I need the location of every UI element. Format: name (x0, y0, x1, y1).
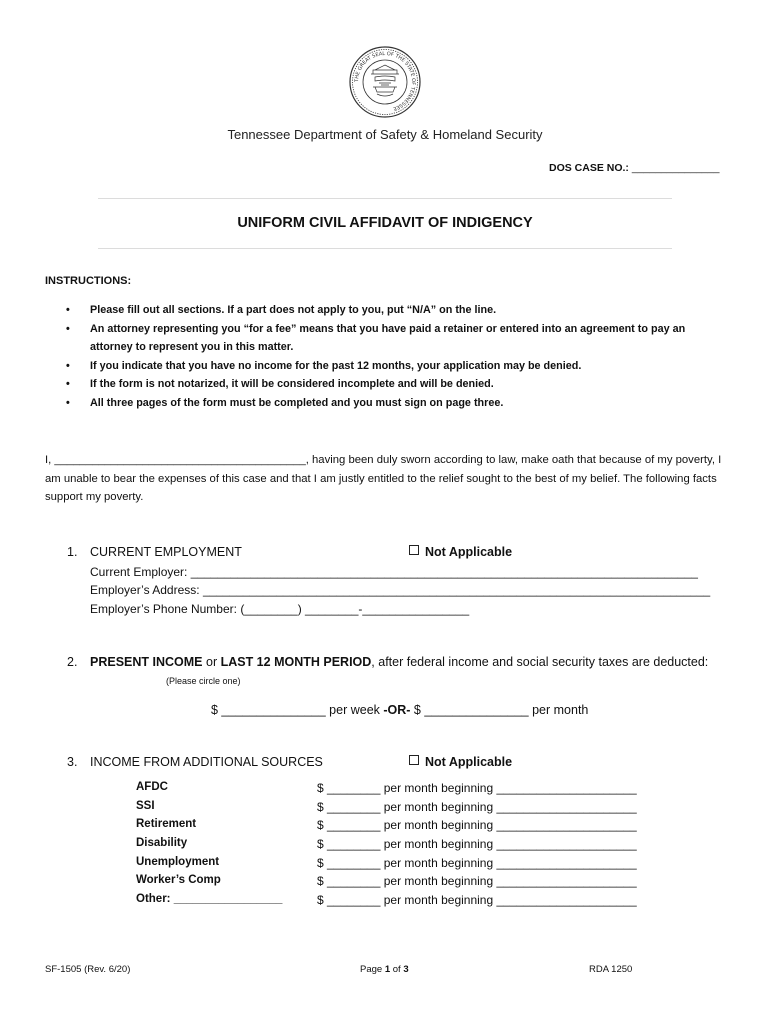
source-amount-line[interactable]: $ ________ per month beginning _____________________ (317, 893, 637, 907)
or-separator: -OR- (383, 703, 411, 717)
not-applicable-label: Not Applicable (425, 545, 513, 559)
source-label: Worker’s Comp (136, 874, 221, 886)
income-amount-line (211, 703, 588, 717)
section-1-title: CURRENT EMPLOYMENT (90, 545, 242, 559)
circle-note: (Please circle one) (166, 676, 241, 686)
instruction-item: • All three pages of the form must be completed and you must sign on page three. (66, 394, 730, 413)
checkbox-icon[interactable] (409, 545, 419, 555)
not-applicable-label: Not Applicable (425, 755, 513, 769)
address-label: Employer’s Address: (90, 583, 200, 597)
section-3-title: INCOME FROM ADDITIONAL SOURCES (90, 755, 323, 769)
page-number (360, 964, 409, 975)
page-current: 1 (384, 964, 391, 975)
source-label[interactable]: Other: _________________ (136, 893, 283, 905)
oath-text: , having been duly sworn according to law, make oath that because of my poverty, I am unable to bear the expenses of this case and that I am justly entitled to the relief sought to the best of my belief. The following facts support my poverty. (45, 454, 722, 503)
employer-label: Current Employer: (90, 565, 188, 579)
source-amount-line[interactable]: $ ________ per month beginning _____________________ (317, 874, 637, 888)
instruction-item: • Please fill out all sections. If a part does not apply to you, put “N/A” on the line. (66, 301, 730, 320)
source-label: Disability (136, 837, 188, 849)
dos-case-number (549, 162, 719, 174)
checkbox-icon[interactable] (409, 755, 419, 765)
source-amount-line[interactable]: $ ________ per month beginning _____________________ (317, 818, 637, 832)
page-prefix: Page (360, 964, 385, 975)
dos-case-blank[interactable]: _______________ (631, 162, 720, 174)
employer-blank[interactable]: ____________________________________________________________________________ (190, 565, 698, 579)
source-label: Unemployment (136, 856, 220, 868)
affiant-name-blank[interactable]: ________________________________________ (54, 454, 306, 466)
instructions-heading: INSTRUCTIONS: (45, 275, 132, 287)
address-blank[interactable]: ____________________________________________________________________________ (202, 583, 711, 597)
section-2-number: 2. (67, 655, 78, 669)
instruction-item: • If the form is not notarized, it will be considered incomplete and will be denied. (66, 375, 730, 394)
or-text: or (202, 655, 221, 669)
per-month-blank[interactable]: $ _______________ per month (410, 703, 589, 717)
source-label: SSI (136, 800, 155, 812)
section-2-rest: , after federal income and social security taxes are deducted: (371, 655, 709, 669)
section-1-number: 1. (67, 545, 78, 559)
source-label: Retirement (136, 818, 197, 830)
form-id: SF-1505 (Rev. 6/20) (45, 964, 131, 975)
seal-text: THE GREAT SEAL OF THE STATE OF TENNESSEE (353, 50, 417, 112)
address-field (90, 583, 710, 597)
section-1-not-applicable[interactable] (409, 545, 512, 559)
phone-blank[interactable]: (________) ________-________________ (240, 602, 470, 616)
title-rule-top (98, 198, 672, 199)
rda-number: RDA 1250 (589, 964, 633, 975)
page-total: 3 (403, 964, 409, 975)
form-title: UNIFORM CIVIL AFFIDAVIT OF INDIGENCY (237, 215, 533, 231)
source-amount-line[interactable]: $ ________ per month beginning _____________________ (317, 800, 637, 814)
dos-case-label: DOS CASE NO.: (549, 162, 629, 174)
phone-field (90, 602, 469, 616)
section-2-heading (90, 655, 708, 669)
present-income-option[interactable]: PRESENT INCOME (90, 655, 203, 669)
source-amount-line[interactable]: $ ________ per month beginning _____________________ (317, 781, 637, 795)
oath-prefix: I, (45, 454, 55, 466)
phone-label: Employer’s Phone Number: (90, 602, 237, 616)
per-week-blank[interactable]: $ _______________ per week (211, 703, 384, 717)
last-12-month-option[interactable]: LAST 12 MONTH PERIOD (220, 655, 372, 669)
oath-paragraph (45, 451, 735, 507)
section-3-not-applicable[interactable] (409, 755, 512, 769)
title-rule-bottom (98, 248, 672, 249)
instructions-list (66, 301, 730, 413)
source-amount-line[interactable]: $ ________ per month beginning _____________________ (317, 856, 637, 870)
section-3-number: 3. (67, 755, 78, 769)
source-label: AFDC (136, 781, 168, 793)
page-of: of (390, 964, 404, 975)
instruction-item: • An attorney representing you “for a fee” means that you have paid a retainer or entered into an agreement to pay an attorney to represent you in this matter. (66, 320, 730, 357)
employer-field (90, 565, 698, 579)
instruction-item: • If you indicate that you have no income for the past 12 months, your application may be denied. (66, 357, 730, 376)
agency-name: Tennessee Department of Safety & Homeland Security (227, 127, 543, 142)
state-seal-icon (349, 46, 421, 118)
source-amount-line[interactable]: $ ________ per month beginning _____________________ (317, 837, 637, 851)
